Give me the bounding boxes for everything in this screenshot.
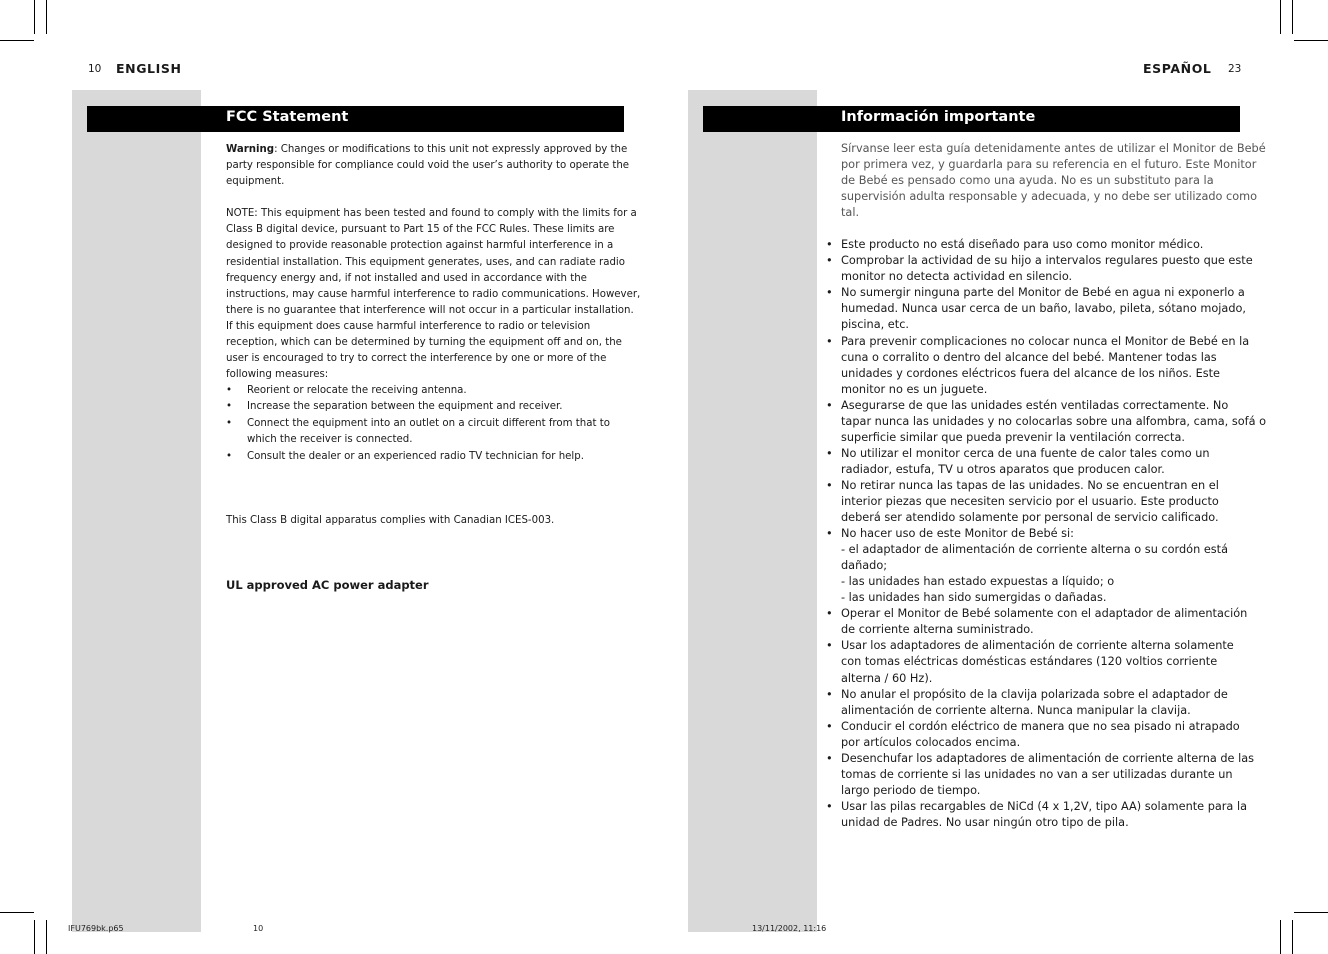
- warning-line: equipment.: [226, 176, 285, 188]
- note-line: instructions, may cause harmful interference to radio communications. However,: [226, 288, 641, 300]
- left-page-language: ENGLISH: [116, 61, 182, 76]
- note-line: user is encouraged to try to correct the interference by one or more of the: [226, 353, 607, 365]
- bullet-icon: •: [226, 417, 233, 429]
- footer-page: 10: [253, 924, 264, 933]
- crop-mark: [1294, 912, 1328, 913]
- warning-line: party responsible for compliance could void the user’s authority to operate the: [226, 160, 630, 172]
- crop-mark: [1292, 920, 1293, 954]
- safety-item: • Comprobar la actividad de su hijo a intervalos regulares puesto que este monitor no detecta actividad en silencio.: [826, 254, 1253, 284]
- safety-item: • Desenchufar los adaptadores de alimentación de corriente alterna de las tomas de corriente si las unidades no van a ser utilizadas durante un largo periodo de tiempo.: [826, 751, 1255, 797]
- crop-mark: [0, 40, 34, 41]
- safety-item: • Usar los adaptadores de alimentación de corriente alterna solamente con tomas eléctricas domésticas estándares (120 voltios corriente alterna / 60 Hz).: [826, 639, 1234, 685]
- bullet-icon: •: [826, 607, 833, 621]
- safety-item: • Conducir el cordón eléctrico de manera que no sea pisado ni atrapado por artículos colocados encima.: [826, 719, 1240, 749]
- safety-item: • No sumergir ninguna parte del Monitor de Bebé en agua ni exponerlo a humedad. Nunca usar cerca de un baño, lavabo, pileta, sótano mojado, piscina, etc.: [826, 286, 1246, 332]
- crop-mark: [1294, 40, 1328, 41]
- note-line: reception, which can be determined by turning the equipment off and on, the: [226, 337, 622, 349]
- crop-mark: [0, 912, 34, 913]
- measure-item: • Increase the separation between the equipment and receiver.: [226, 399, 626, 415]
- left-margin-bar: [72, 90, 201, 932]
- bullet-icon: •: [826, 334, 833, 348]
- safety-item: • Para prevenir complicaciones no colocar nunca el Monitor de Bebé en la cuna o corralito o dentro del alcance del bebé. Mantener todas las unidades y cordones eléctricos fuera del alcance de los niños. Este monitor no es un juguete.: [826, 334, 1250, 396]
- note-line: there is no guarantee that interference will not occur in a particular installation.: [226, 304, 634, 316]
- safety-item: • Asegurarse de que las unidades estén ventiladas correctamente. No tapar nunca las unidades y no colocarlas sobre una alfombra, cama, sofá o superficie similar que pueda prevenir la ventilación correcta.: [826, 398, 1267, 444]
- note-line: designed to provide reasonable protection against harmful interference in a: [226, 240, 614, 252]
- footer-datetime: 13/11/2002, 11:16: [752, 924, 827, 933]
- left-section-header: [87, 106, 624, 132]
- crop-mark: [46, 0, 47, 34]
- intro-line: supervisión adulta responsable y adecuada, y no debe ser utilizado como: [841, 190, 1258, 204]
- crop-mark: [34, 0, 35, 34]
- bullet-icon: •: [226, 450, 233, 462]
- measure-item: • Connect the equipment into an outlet on a circuit different from that to which the receiver is connected.: [226, 417, 610, 445]
- bullet-icon: •: [826, 478, 833, 492]
- bullet-icon: •: [826, 799, 833, 813]
- bullet-icon: •: [826, 254, 833, 268]
- warning-label: Warning: [226, 144, 275, 155]
- crop-mark: [1292, 0, 1293, 34]
- left-page-number: 10: [88, 63, 102, 75]
- bullet-icon: •: [826, 398, 833, 412]
- warning-line: Warning: Changes or modifications to this unit not expressly approved by the: [226, 144, 628, 155]
- safety-item: • Operar el Monitor de Bebé solamente con el adaptador de alimentación de corriente alterna suministrado.: [826, 607, 1248, 637]
- note-line: Class B digital device, pursuant to Part 15 of the FCC Rules. These limits are: [226, 224, 615, 236]
- safety-item: • No hacer uso de este Monitor de Bebé si: - el adaptador de alimentación de corriente alterna o su cordón está dañado; - las unidades han estado expuestas a líquido; o - las unidades han sido sumergidas o dañadas.: [826, 527, 1229, 605]
- left-section-title: FCC Statement: [226, 109, 349, 125]
- crop-mark: [1280, 920, 1281, 954]
- bullet-icon: •: [826, 639, 833, 653]
- intro-line: Sírvanse leer esta guía detenidamente antes de utilizar el Monitor de Bebé: [841, 142, 1266, 155]
- bullet-icon: •: [226, 385, 233, 397]
- intro-line: tal.: [841, 206, 860, 220]
- bullet-icon: •: [826, 527, 833, 541]
- crop-mark: [1280, 0, 1281, 34]
- right-section-title: Información importante: [841, 109, 1036, 125]
- right-page-language: ESPAÑOL: [1143, 61, 1212, 76]
- right-page-number: 23: [1228, 63, 1242, 75]
- right-section-header: [703, 106, 1240, 132]
- bullet-icon: •: [826, 751, 833, 765]
- safety-item: • Usar las pilas recargables de NiCd (4 x 1,2V, tipo AA) solamente para la unidad de Padres. No usar ningún otro tipo de pila.: [826, 799, 1248, 829]
- safety-item: • No retirar nunca las tapas de las unidades. No se encuentran en el interior piezas que necesiten servicio por el usuario. Este producto deberá ser atendido solamente por personal de servicio calificado.: [826, 478, 1219, 525]
- note-line: frequency energy and, if not installed and used in accordance with the: [226, 272, 587, 284]
- crop-mark: [34, 920, 35, 954]
- informacion-importante-body: [826, 141, 1267, 831]
- bullet-icon: •: [826, 687, 833, 701]
- right-margin-bar: [688, 90, 817, 932]
- note-line: following measures:: [226, 369, 329, 381]
- measure-item: • Reorient or relocate the receiving antenna.: [226, 383, 626, 399]
- note-line: residential installation. This equipment generates, uses, and can radiate radio: [226, 256, 625, 268]
- bullet-icon: •: [826, 238, 833, 252]
- footer-filename: IFU769bk.p65: [68, 924, 124, 933]
- intro-line: de Bebé es pensado como una ayuda. No es un substituto para la: [841, 174, 1214, 188]
- bullet-icon: •: [826, 446, 833, 460]
- intro-line: por primera vez, y guardarla para su referencia en el futuro. Este Monitor: [841, 158, 1257, 172]
- safety-item: • No anular el propósito de la clavija polarizada sobre el adaptador de alimentación de corriente alterna. Nunca manipular la clavija.: [826, 687, 1228, 717]
- note-line: NOTE: This equipment has been tested and found to comply with the limits for a: [226, 208, 637, 220]
- safety-item: • No utilizar el monitor cerca de una fuente de calor tales como un radiador, estufa, TV u otros aparatos que producen calor.: [826, 446, 1210, 476]
- measure-item: • Consult the dealer or an experienced radio TV technician for help.: [226, 449, 626, 465]
- bullet-icon: •: [826, 719, 833, 733]
- safety-item: • Este producto no está diseñado para uso como monitor médico.: [841, 237, 1245, 253]
- fcc-statement-body: [226, 142, 641, 593]
- crop-mark: [46, 920, 47, 954]
- canada-compliance-text: This Class B digital apparatus complies with Canadian ICES-003.: [226, 514, 555, 526]
- bullet-icon: •: [826, 286, 833, 300]
- note-line: If this equipment does cause harmful interference to radio or television: [226, 320, 591, 332]
- ul-adapter-heading: UL approved AC power adapter: [226, 577, 429, 592]
- bullet-icon: •: [226, 401, 233, 413]
